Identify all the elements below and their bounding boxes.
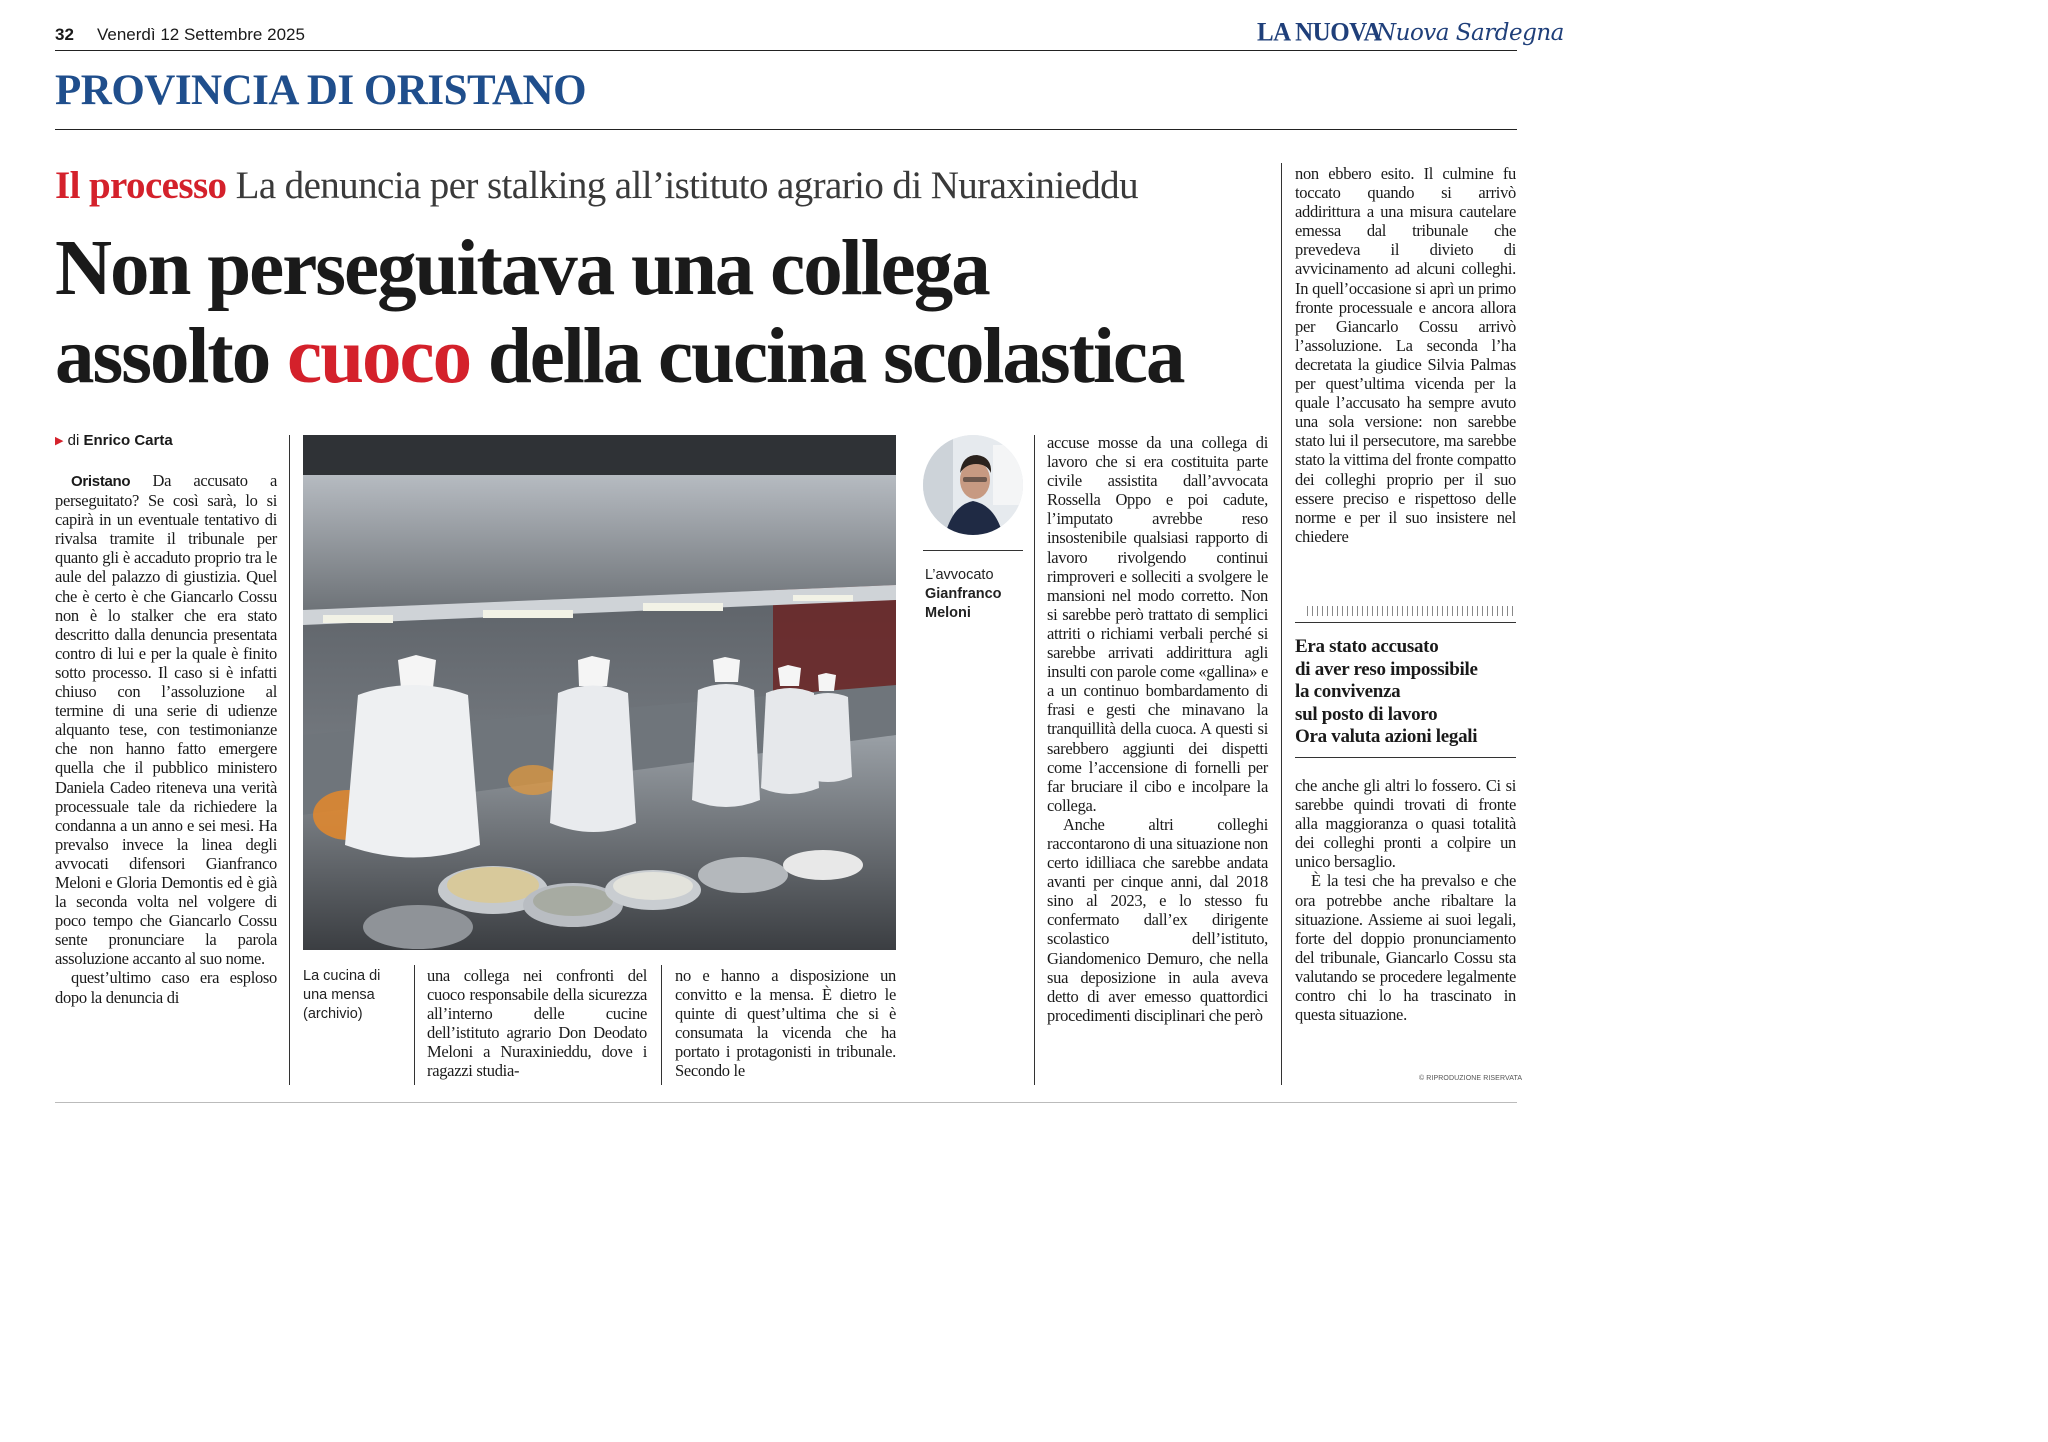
article-paragraph: una collega nei confronti del cuoco responsabile della sicurezza all’interno delle cucine dell’istituto agrario Don Deodato Meloni a Nuraxinieddu, dove i ragazzi studia- — [427, 966, 647, 1081]
headline-line-2 — [55, 313, 1184, 401]
article-column-3 — [675, 966, 896, 1081]
article-column-2 — [427, 966, 647, 1081]
article-paragraph: Da accusato a perseguitato? Se così sarà, lo si capirà in un eventuale tentativo di rivalsa tramite il tribunale per quanto gli è accaduto proprio tra le aule del palazzo di giustizia. Quel che è certo è che Giancarlo Cossu non è lo stalker che era stato descritto dalla denuncia presentata contro di lui e per la quale è finito sotto processo. Il caso si è infatti chiuso con l’assoluzione al termine di una serie di udienze alquanto tese, con testimonianze che non hanno fatto emergere quella che il pubblico ministero Daniela Cadeo riteneva una verità processuale tale da richiedere la condanna a un anno e sei mesi. Ha prevalso invece la linea degli avvocati difensori Gianfranco Meloni e Gloria Demontis ed è già la seconda volta nel volgere di poco tempo che Giancarlo Cossu sente pronunciare la parola assoluzione accanto al suo nome. — [55, 471, 277, 969]
byline-author: Enrico Carta — [83, 432, 173, 449]
headline-word: della cucina scolastica — [487, 313, 1184, 400]
pullquote — [1295, 636, 1478, 749]
article-paragraph: che anche gli altri lo fossero. Ci si sarebbe quindi trovati di fronte alla maggioranza o quasi totalità dei colleghi pronti a colpire un unico bersaglio. — [1295, 776, 1516, 872]
lawyer-name: Meloni — [925, 605, 971, 621]
pullquote-line: Era stato accusato — [1295, 636, 1439, 657]
pullquote-line: sul posto di lavoro — [1295, 703, 1438, 725]
header-rule — [55, 50, 1517, 51]
section-rule — [55, 129, 1517, 130]
byline — [55, 432, 173, 449]
pullquote-top-rule — [1295, 622, 1516, 623]
pullquote-line: la convivenza — [1295, 681, 1401, 703]
column-divider — [1034, 435, 1035, 1085]
article-paragraph: quest’ultimo caso era esploso dopo la denuncia di — [55, 968, 277, 1007]
pullquote-line: Ora valuta azioni legali — [1295, 726, 1478, 748]
headline-word: assolto — [55, 313, 270, 400]
lawyer-caption — [925, 566, 1002, 623]
article-column-1 — [55, 471, 277, 1086]
byline-prefix: di — [67, 432, 80, 449]
page-number: 32 — [55, 25, 74, 44]
article-paragraph: È la tesi che ha prevalso e che ora potrebbe anche ribaltare la situazione. Assieme ai suoi legali, forte del doppio pronunciamento del tribunale, Giancarlo Cossu sta valutando se procedere legalmente contro chi lo ha trascinato in questa situazione. — [1295, 871, 1516, 1025]
column-divider — [1281, 163, 1282, 1085]
article-column-4 — [1047, 433, 1268, 1025]
headline-line-1: Non perseguitava una collega — [55, 225, 989, 312]
article-column-5-top — [1295, 164, 1516, 546]
article-paragraph: no e hanno a disposizione un convitto e la mensa. È dietro le quinte di quest’ultima che si è consumata la vicenda che ha portato i protagonisti in tribunale. Secondo le — [675, 966, 896, 1081]
column-divider — [414, 965, 415, 1085]
kicker — [55, 163, 1138, 208]
dateline: Oristano — [71, 473, 131, 490]
lawyer-portrait — [923, 435, 1023, 535]
article-paragraph: accuse mosse da una collega di lavoro che si era costituita parte civile assistita dall’avvocata Rossella Oppo e poi cadute, l’imputato avrebbe reso insostenibile qualsiasi rapporto di lavoro rivolgendo continui rimproveri e solleciti a svolgere le mansioni nel modo corretto. Non si sarebbe però trattato di semplici attriti o richiami verbali perché si sarebbe arrivati addirittura agli insulti con parole come «gallina» e a un continuo bombardamento di frasi e gesti che minavano la tranquillità della cuoca. A questi si sarebbero aggiunti dei dispetti come l’accensione di fornelli per far bruciare il cibo e incolpare la collega. — [1047, 433, 1268, 815]
caption-line: La cucina di — [303, 968, 381, 984]
portrait-rule — [923, 550, 1023, 551]
headline — [55, 225, 1184, 401]
portrait-illustration — [923, 435, 1023, 535]
newspaper-logo-script: Nuova Sardegna — [1376, 20, 1564, 46]
kitchen-illustration — [303, 435, 896, 950]
newspaper-logo: LA NUOVA — [1257, 18, 1382, 47]
kicker-label: Il processo — [55, 164, 227, 207]
photo-caption — [303, 967, 380, 1024]
caption-line: (archivio) — [303, 1006, 363, 1022]
headline-highlight: cuoco — [287, 313, 471, 400]
section-title: PROVINCIA DI ORISTANO — [55, 67, 587, 114]
lawyer-name: Gianfranco — [925, 586, 1002, 602]
copyright-notice: © RIPRODUZIONE RISERVATA — [1419, 1075, 1523, 1082]
column-divider — [289, 435, 290, 1085]
kicker-text: La denuncia per stalking all’istituto agrario di Nuraxinieddu — [235, 164, 1138, 207]
footer-rule — [55, 1102, 1517, 1103]
pullquote-dotted-rule — [1307, 606, 1514, 616]
pullquote-bottom-rule — [1295, 757, 1516, 758]
caption-line: una mensa — [303, 987, 375, 1003]
pullquote-line: di aver reso impossibile — [1295, 658, 1478, 680]
byline-marker-icon: ▶ — [55, 435, 64, 447]
lawyer-role: L’avvocato — [925, 567, 994, 583]
kitchen-photo — [303, 435, 896, 950]
article-paragraph: non ebbero esito. Il culmine fu toccato quando si arrivò addirittura a una misura cautelare emessa dal tribunale che prevedeva il divieto di avvicinamento ad alcuni colleghi. In quell’occasione si aprì un primo fronte processuale e ancora allora per Giancarlo Cossu arrivò l’assoluzione. La seconda l’ha decretata la giudice Silvia Palmas per quest’ultima vicenda per la quale l’accusato ha sempre avuto una sola versione: non sarebbe stato lui il persecutore, ma sarebbe stato la vittima del fronte compatto dei colleghi proprio per il suo essere preciso e rispettoso delle norme e per il suo insistere nel chiedere — [1295, 164, 1516, 546]
issue-date: Venerdì 12 Settembre 2025 — [97, 25, 305, 44]
column-divider — [661, 965, 662, 1085]
article-paragraph: Anche altri colleghi raccontarono di una situazione non certo idilliaca che sarebbe andata avanti per cinque anni, dal 2018 sino al 2023, e lo stesso fu confermato dall’ex dirigente scolastico dell’istituto, Giandomenico Demuro, che nella sua deposizione in aula aveva detto di aver emesso quattordici procedimenti disciplinari che però — [1047, 814, 1268, 1025]
article-column-5-bottom — [1295, 776, 1516, 1024]
